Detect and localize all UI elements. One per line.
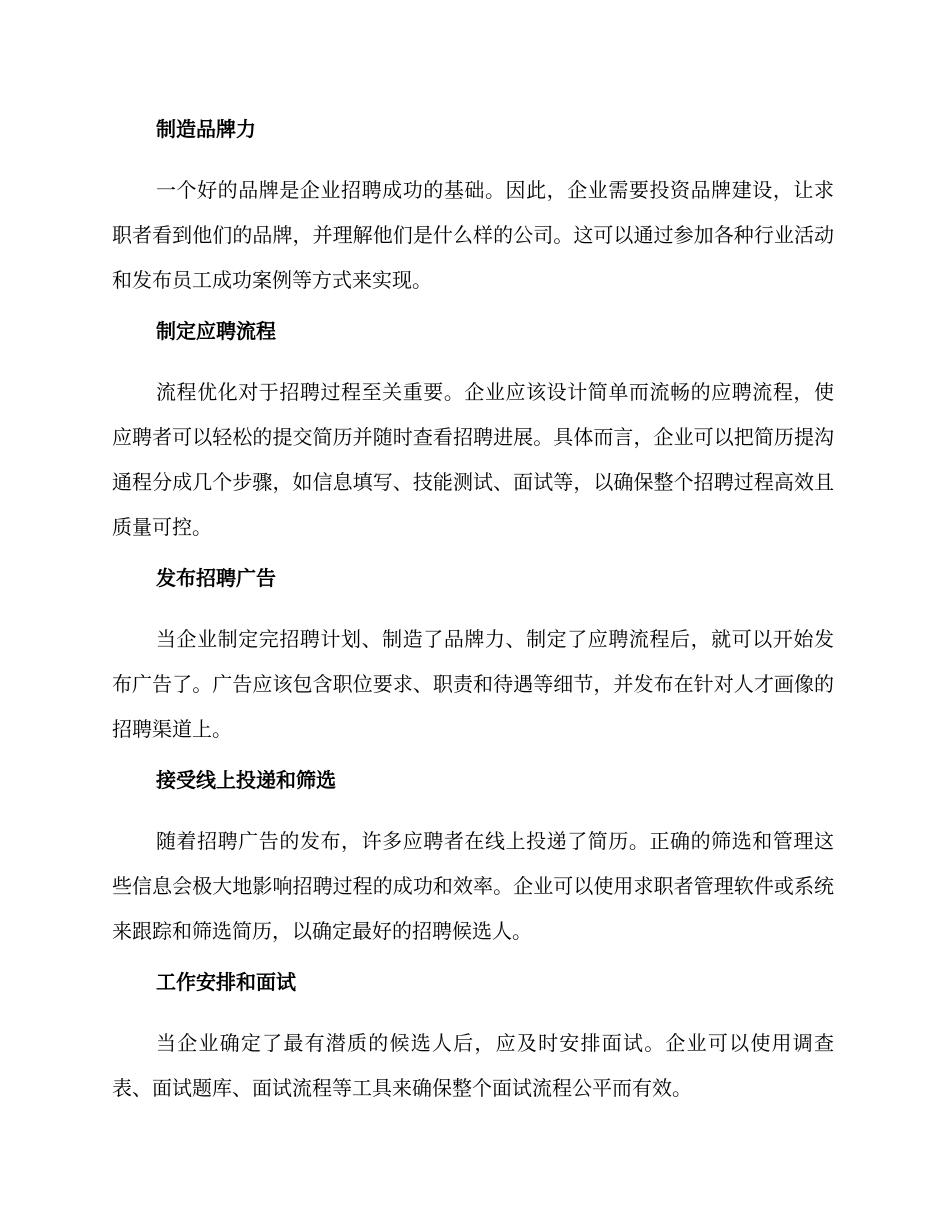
section-paragraph: 一个好的品牌是企业招聘成功的基础。因此，企业需要投资品牌建设，让求职者看到他们的品牌，并理解他们是什么样的公司。这可以通过参加各种行业活动和发布员工成功案例等方式来实现。: [112, 178, 834, 292]
section-heading: 制造品牌力: [156, 117, 256, 141]
section-application-process: [112, 314, 834, 550]
section-interviews: [112, 965, 834, 1111]
section-heading: 发布招聘广告: [156, 566, 276, 590]
section-heading: 制定应聘流程: [156, 319, 276, 343]
section-online-screening: [112, 763, 834, 954]
section-paragraph: 当企业制定完招聘计划、制造了品牌力、制定了应聘流程后，就可以开始发布广告了。广告应该包含职位要求、职责和待遇等细节，并发布在针对人才画像的招聘渠道上。: [112, 627, 834, 741]
section-heading: 接受线上投递和筛选: [156, 768, 336, 792]
section-heading: 工作安排和面试: [156, 970, 296, 994]
section-job-ads: [112, 561, 834, 752]
section-paragraph: 当企业确定了最有潜质的候选人后，应及时安排面试。企业可以使用调查表、面试题库、面试流程等工具来确保整个面试流程公平而有效。: [112, 1031, 834, 1100]
document-body: [112, 112, 834, 1122]
section-paragraph: 流程优化对于招聘过程至关重要。企业应该设计简单而流畅的应聘流程，使应聘者可以轻松的提交简历并随时查看招聘进展。具体而言，企业可以把简历提沟通程分成几个步骤，如信息填写、技能测试、面试等，以确保整个招聘过程高效且质量可控。: [112, 380, 834, 539]
section-brand: [112, 112, 834, 303]
section-paragraph: 随着招聘广告的发布，许多应聘者在线上投递了简历。正确的筛选和管理这些信息会极大地影响招聘过程的成功和效率。企业可以使用求职者管理软件或系统来跟踪和筛选简历，以确定最好的招聘候选人。: [112, 829, 834, 943]
